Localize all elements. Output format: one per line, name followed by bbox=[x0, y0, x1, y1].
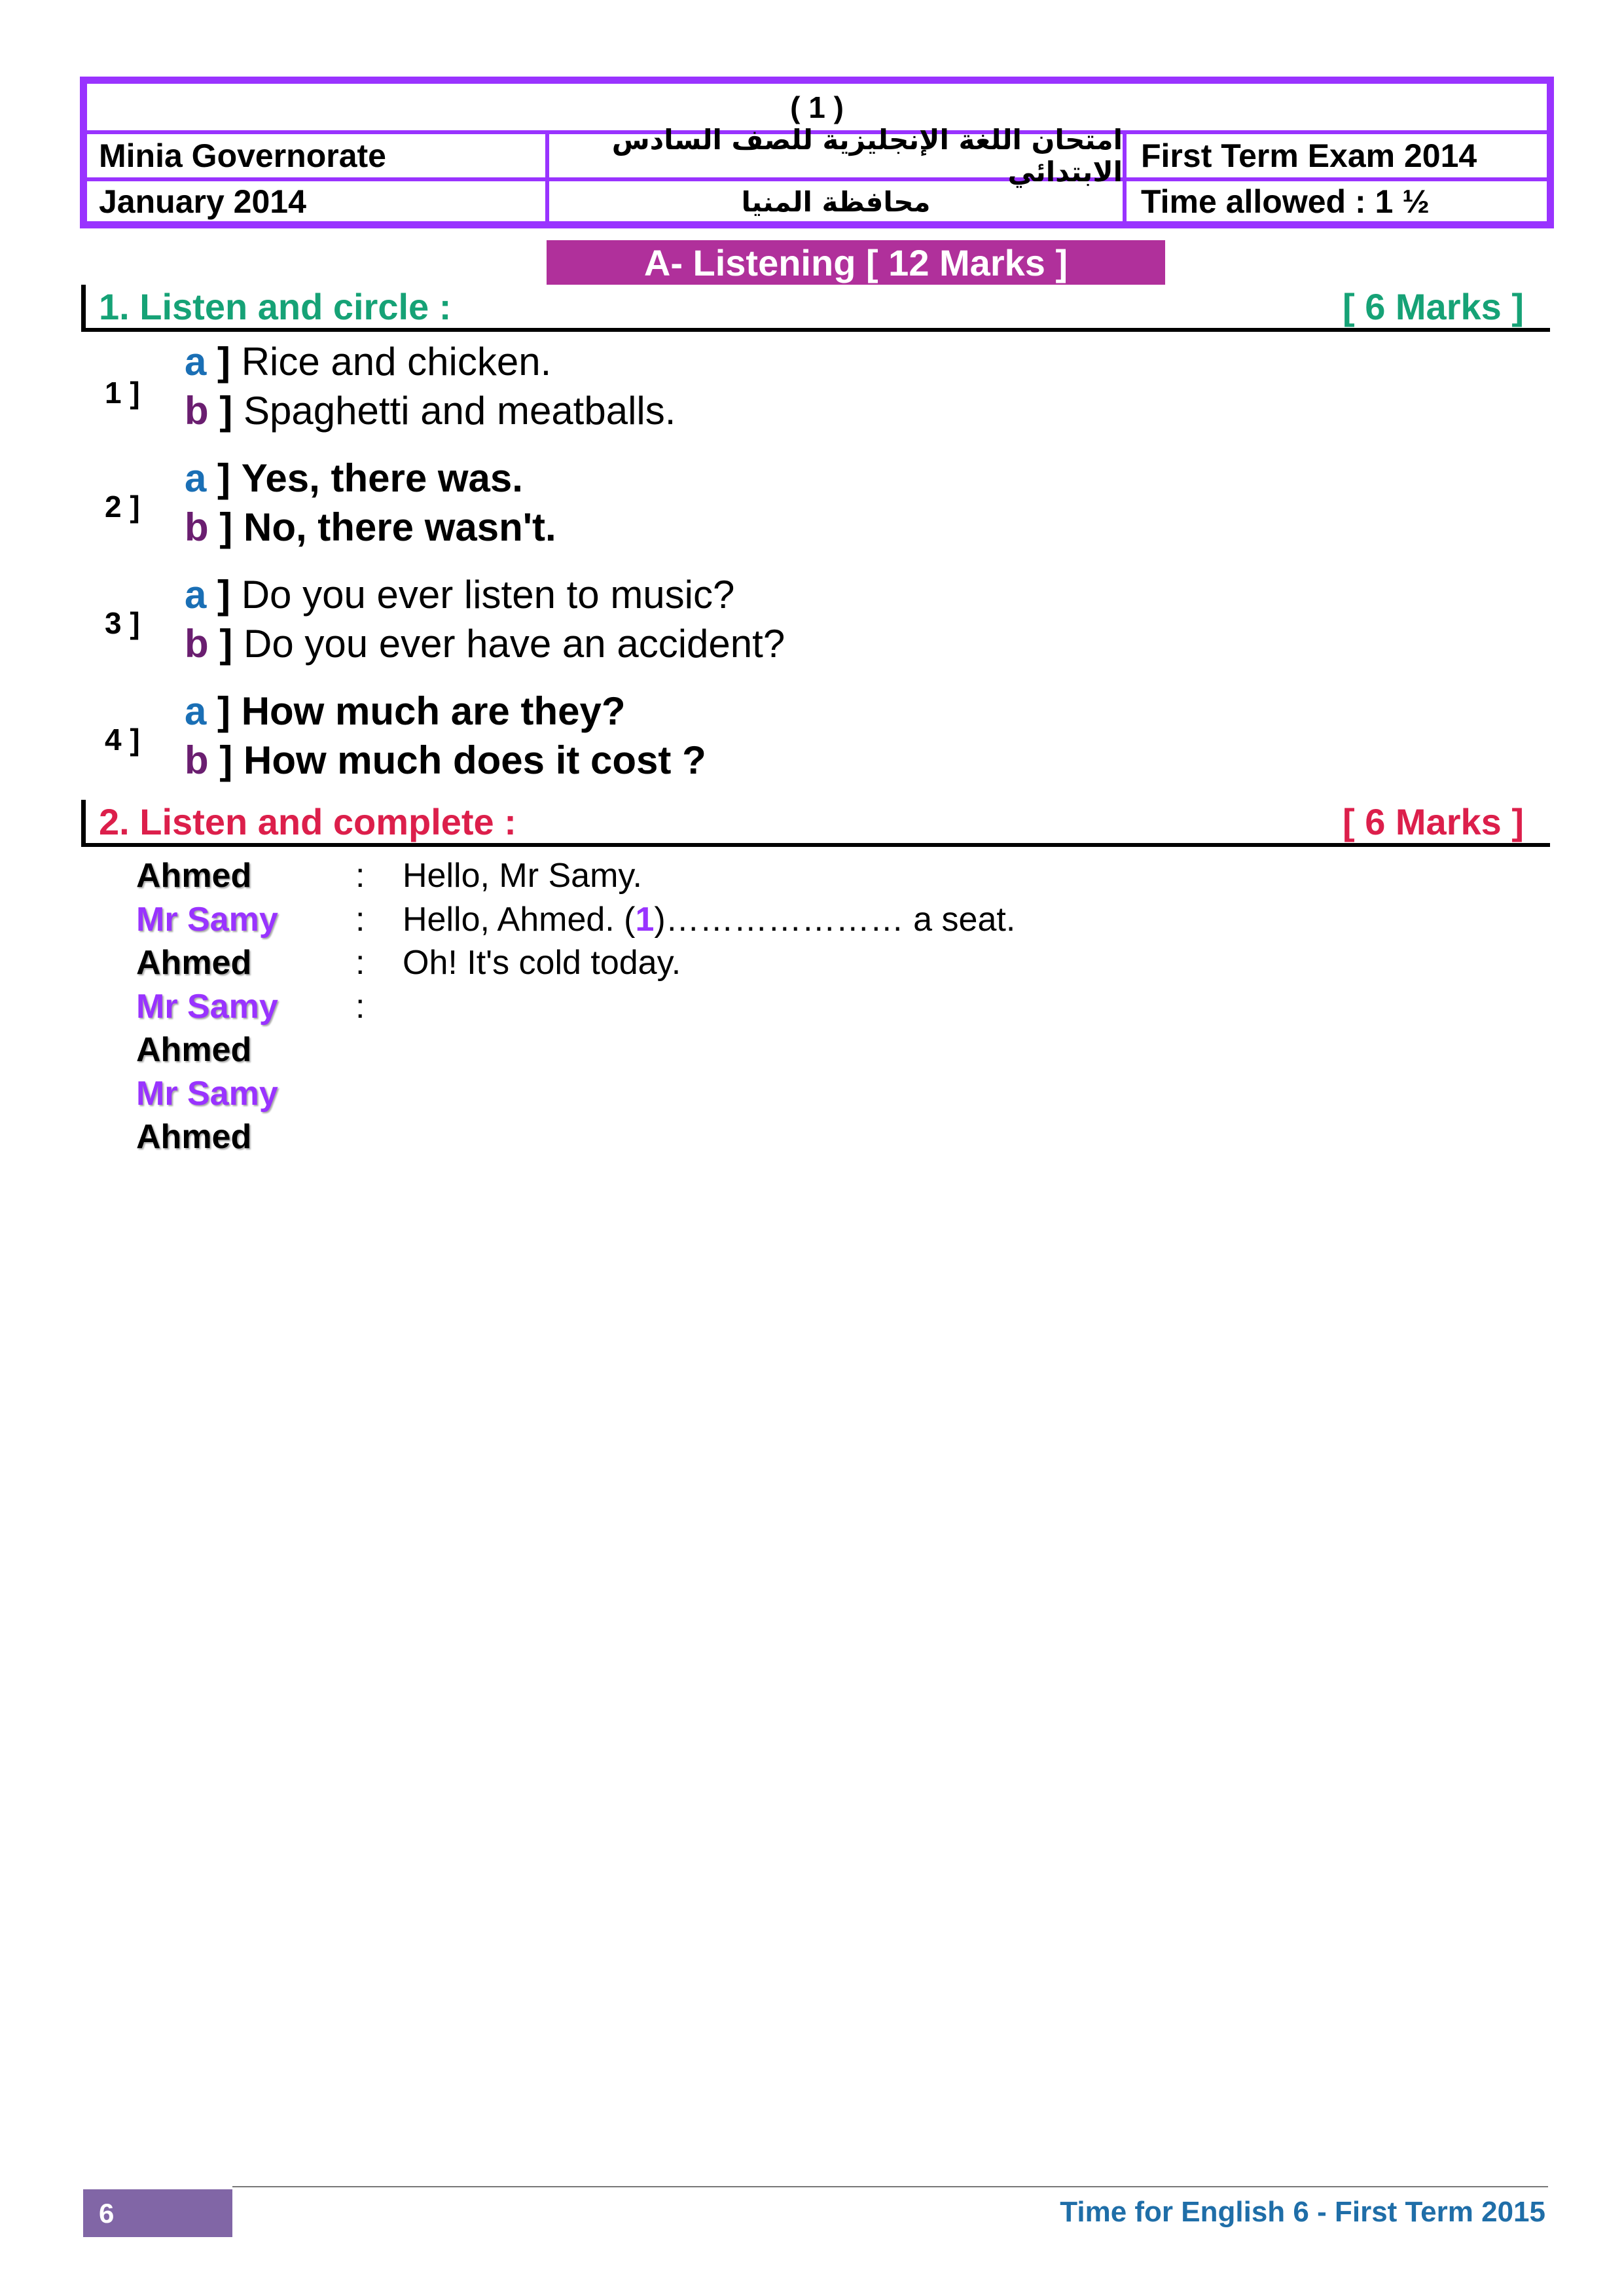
speaker-ahmed: Ahmed bbox=[136, 944, 252, 982]
option-text: No, there wasn't. bbox=[243, 505, 556, 549]
q2-title: 2. Listen and complete : bbox=[99, 800, 516, 842]
speaker-mr-samy: Mr Samy bbox=[136, 901, 278, 939]
item-3-option-a bbox=[185, 572, 734, 617]
option-text: Spaghetti and meatballs. bbox=[243, 389, 676, 433]
q2-marks: [ 6 Marks ] bbox=[1343, 800, 1524, 842]
option-bracket: ] bbox=[217, 573, 231, 617]
option-text: How much does it cost ? bbox=[243, 738, 706, 782]
q1-marks: [ 6 Marks ] bbox=[1343, 285, 1524, 327]
q2-heading bbox=[81, 800, 1550, 847]
dialogue-colon: : bbox=[355, 901, 365, 939]
option-bracket: ] bbox=[219, 505, 233, 549]
option-letter: b bbox=[185, 738, 209, 782]
item-1-option-b bbox=[185, 388, 676, 433]
line-text: )………………… a seat. bbox=[654, 901, 1016, 939]
speaker-ahmed: Ahmed bbox=[136, 857, 252, 895]
option-text: How much are they? bbox=[241, 689, 626, 733]
option-text: Rice and chicken. bbox=[241, 340, 552, 384]
arabic-governorate: محافظة المنيا bbox=[545, 181, 1127, 222]
header-row-2 bbox=[87, 124, 1547, 188]
option-bracket: ] bbox=[217, 340, 231, 384]
footer-page-number: 6 bbox=[83, 2189, 232, 2237]
item-4-number: 4 ] bbox=[105, 723, 140, 757]
option-text: Yes, there was. bbox=[241, 456, 523, 500]
dialogue-line-with-blank bbox=[403, 900, 1015, 939]
option-bracket: ] bbox=[217, 689, 231, 733]
exam-header-table bbox=[80, 77, 1554, 228]
option-letter: a bbox=[185, 689, 207, 733]
dialogue-colon: : bbox=[355, 944, 365, 982]
footer-divider bbox=[232, 2186, 1548, 2187]
item-4-option-a bbox=[185, 689, 626, 734]
footer-book-title: Time for English 6 - First Term 2015 bbox=[1060, 2196, 1545, 2228]
dialogue-colon: : bbox=[355, 857, 365, 895]
time-allowed: Time allowed : 1 ½ bbox=[1141, 183, 1430, 220]
option-text: Do you ever have an accident? bbox=[243, 622, 785, 666]
item-4-option-b bbox=[185, 738, 706, 783]
option-bracket: ] bbox=[219, 738, 233, 782]
dialogue-colon: : bbox=[355, 988, 365, 1026]
header-row-3 bbox=[87, 181, 1547, 222]
speaker-ahmed: Ahmed bbox=[136, 1031, 252, 1069]
line-text: Hello, Ahmed. ( bbox=[403, 901, 636, 939]
dialogue-line: Hello, Mr Samy. bbox=[403, 857, 642, 895]
option-text: Do you ever listen to music? bbox=[241, 573, 735, 617]
exam-date: January 2014 bbox=[99, 183, 306, 220]
q1-heading bbox=[81, 285, 1550, 332]
exam-number: ( 1 ) bbox=[790, 90, 844, 124]
dialogue-line: Oh! It's cold today. bbox=[403, 944, 681, 982]
option-bracket: ] bbox=[219, 622, 233, 666]
speaker-mr-samy: Mr Samy bbox=[136, 988, 278, 1026]
option-bracket: ] bbox=[219, 389, 233, 433]
item-3-number: 3 ] bbox=[105, 606, 140, 640]
exam-title: First Term Exam 2014 bbox=[1141, 137, 1477, 174]
q1-title: 1. Listen and circle : bbox=[99, 285, 452, 327]
item-2-option-a bbox=[185, 456, 523, 501]
governorate-label: Minia Governorate bbox=[99, 137, 386, 174]
item-1-number: 1 ] bbox=[105, 376, 140, 410]
option-bracket: ] bbox=[217, 456, 231, 500]
speaker-mr-samy: Mr Samy bbox=[136, 1075, 278, 1113]
item-2-option-b bbox=[185, 505, 556, 550]
speaker-ahmed: Ahmed bbox=[136, 1118, 252, 1156]
item-3-option-b bbox=[185, 621, 785, 666]
option-letter: a bbox=[185, 456, 207, 500]
option-letter: a bbox=[185, 573, 207, 617]
item-2-number: 2 ] bbox=[105, 490, 140, 524]
option-letter: b bbox=[185, 389, 209, 433]
option-letter: b bbox=[185, 505, 209, 549]
option-letter: b bbox=[185, 622, 209, 666]
blank-number: 1 bbox=[635, 901, 655, 939]
section-a-banner: A- Listening [ 12 Marks ] bbox=[547, 240, 1165, 285]
option-letter: a bbox=[185, 340, 207, 384]
item-1-option-a bbox=[185, 339, 551, 384]
arabic-exam-title: امتحان اللغة الإنجليزية للصف السادس الابتدائي bbox=[545, 134, 1127, 177]
